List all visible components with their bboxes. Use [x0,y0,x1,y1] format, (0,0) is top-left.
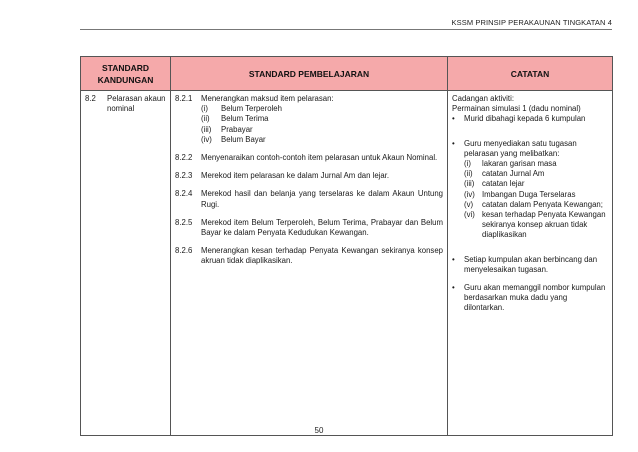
bullet-icon: • [452,254,455,264]
notes-bullet: • Guru menyediakan satu tugasan pelarasan yang melibatkan: (i) lakaran garisan masa (ii) catatan Jurnal Am (iii) catatan lejar (iv) Imbangan Duga Terselaras (v) catatan dalam Penyata Kewangan; (vi) kesan terhadap Penyata Kewangan sekiranya konsep akruan tidak diaplikasikan [452,139,608,241]
curriculum-table [80,56,613,436]
standard-cell [81,91,171,436]
notes-cell [448,91,613,436]
learning-number: 8.2.4 [175,189,193,199]
bullet-icon: • [452,283,455,293]
notes-intro: Cadangan aktiviti: [452,94,514,103]
bullet-icon: • [452,138,455,148]
notes-intro: Permainan simulasi 1 (dadu nominal) [452,104,581,114]
learning-text: Menerangkan maksud item pelarasan: [201,94,334,103]
learning-text: Merekod hasil dan belanja yang terselaras ke dalam Akaun Untung Rugi. [201,189,443,209]
notes-subitem: (iii) catatan lejar [464,179,525,189]
learning-subitem: (iv) Belum Bayar [201,134,266,144]
notes-subitem: (v) catatan dalam Penyata Kewangan; [464,199,603,209]
learning-text: Merekod item Belum Terperoleh, Belum Terima, Prabayar dan Belum Bayar ke dalam Penyata Kedudukan Kewangan. [201,217,443,238]
notes-bullet: • Setiap kumpulan akan berbincang dan menyelesaikan tugasan. [452,254,598,274]
learning-text: Menyenaraikan contoh-contoh item pelarasan untuk Akaun Nominal. [201,153,438,163]
learning-number: 8.2.2 [175,153,193,163]
notes-subitem: (i) lakaran garisan masa [464,159,557,169]
learning-cell [171,91,448,436]
learning-number: 8.2.3 [175,171,193,181]
learning-subitem: (ii) Belum Terima [201,114,269,124]
learning-text: Menerangkan kesan terhadap Penyata Kewangan sekiranya konsep akruan tidak diaplikasikan. [201,246,443,266]
header-standard-kandungan: STANDARD KANDUNGAN [81,57,171,91]
learning-item [175,171,443,181]
learning-item [175,153,443,163]
notes-bullet: • Murid dibahagi kepada 6 kumpulan [452,114,586,124]
learning-number: 8.2.5 [175,217,193,227]
table-row [81,91,613,436]
header-rule [80,29,612,30]
notes-subitem: (iv) Imbangan Duga Terselaras [464,189,576,199]
learning-subitem: (i) Belum Terperoleh [201,104,282,114]
learning-subitem: (iii) Prabayar [201,124,253,134]
learning-item [175,189,443,209]
learning-number: 8.2.6 [175,246,193,256]
standard-number: 8.2 [85,94,96,103]
learning-item [175,246,443,266]
header-standard-pembelajaran: STANDARD PEMBELAJARAN [171,57,448,91]
notes-subitem: (vi) kesan terhadap Penyata Kewangan sekiranya konsep akruan tidak diaplikasikan [464,210,606,240]
notes-subitem: (ii) catatan Jurnal Am [464,169,545,179]
learning-number: 8.2.1 [175,94,193,103]
standard-text: Pelarasan akaun nominal [107,94,166,114]
page-number: 50 [314,426,324,435]
bullet-icon: • [452,114,455,124]
learning-item [175,218,443,238]
learning-item [175,94,443,145]
learning-text: Merekod item pelarasan ke dalam Jurnal Am dan lejar. [201,171,390,181]
running-header: KSSM PRINSIP PERAKAUNAN TINGKATAN 4 [451,18,612,27]
header-catatan: CATATAN [448,57,613,91]
notes-bullet: • Guru akan memanggil nombor kumpulan berdasarkan muka dadu yang dilontarkan. [452,283,606,313]
